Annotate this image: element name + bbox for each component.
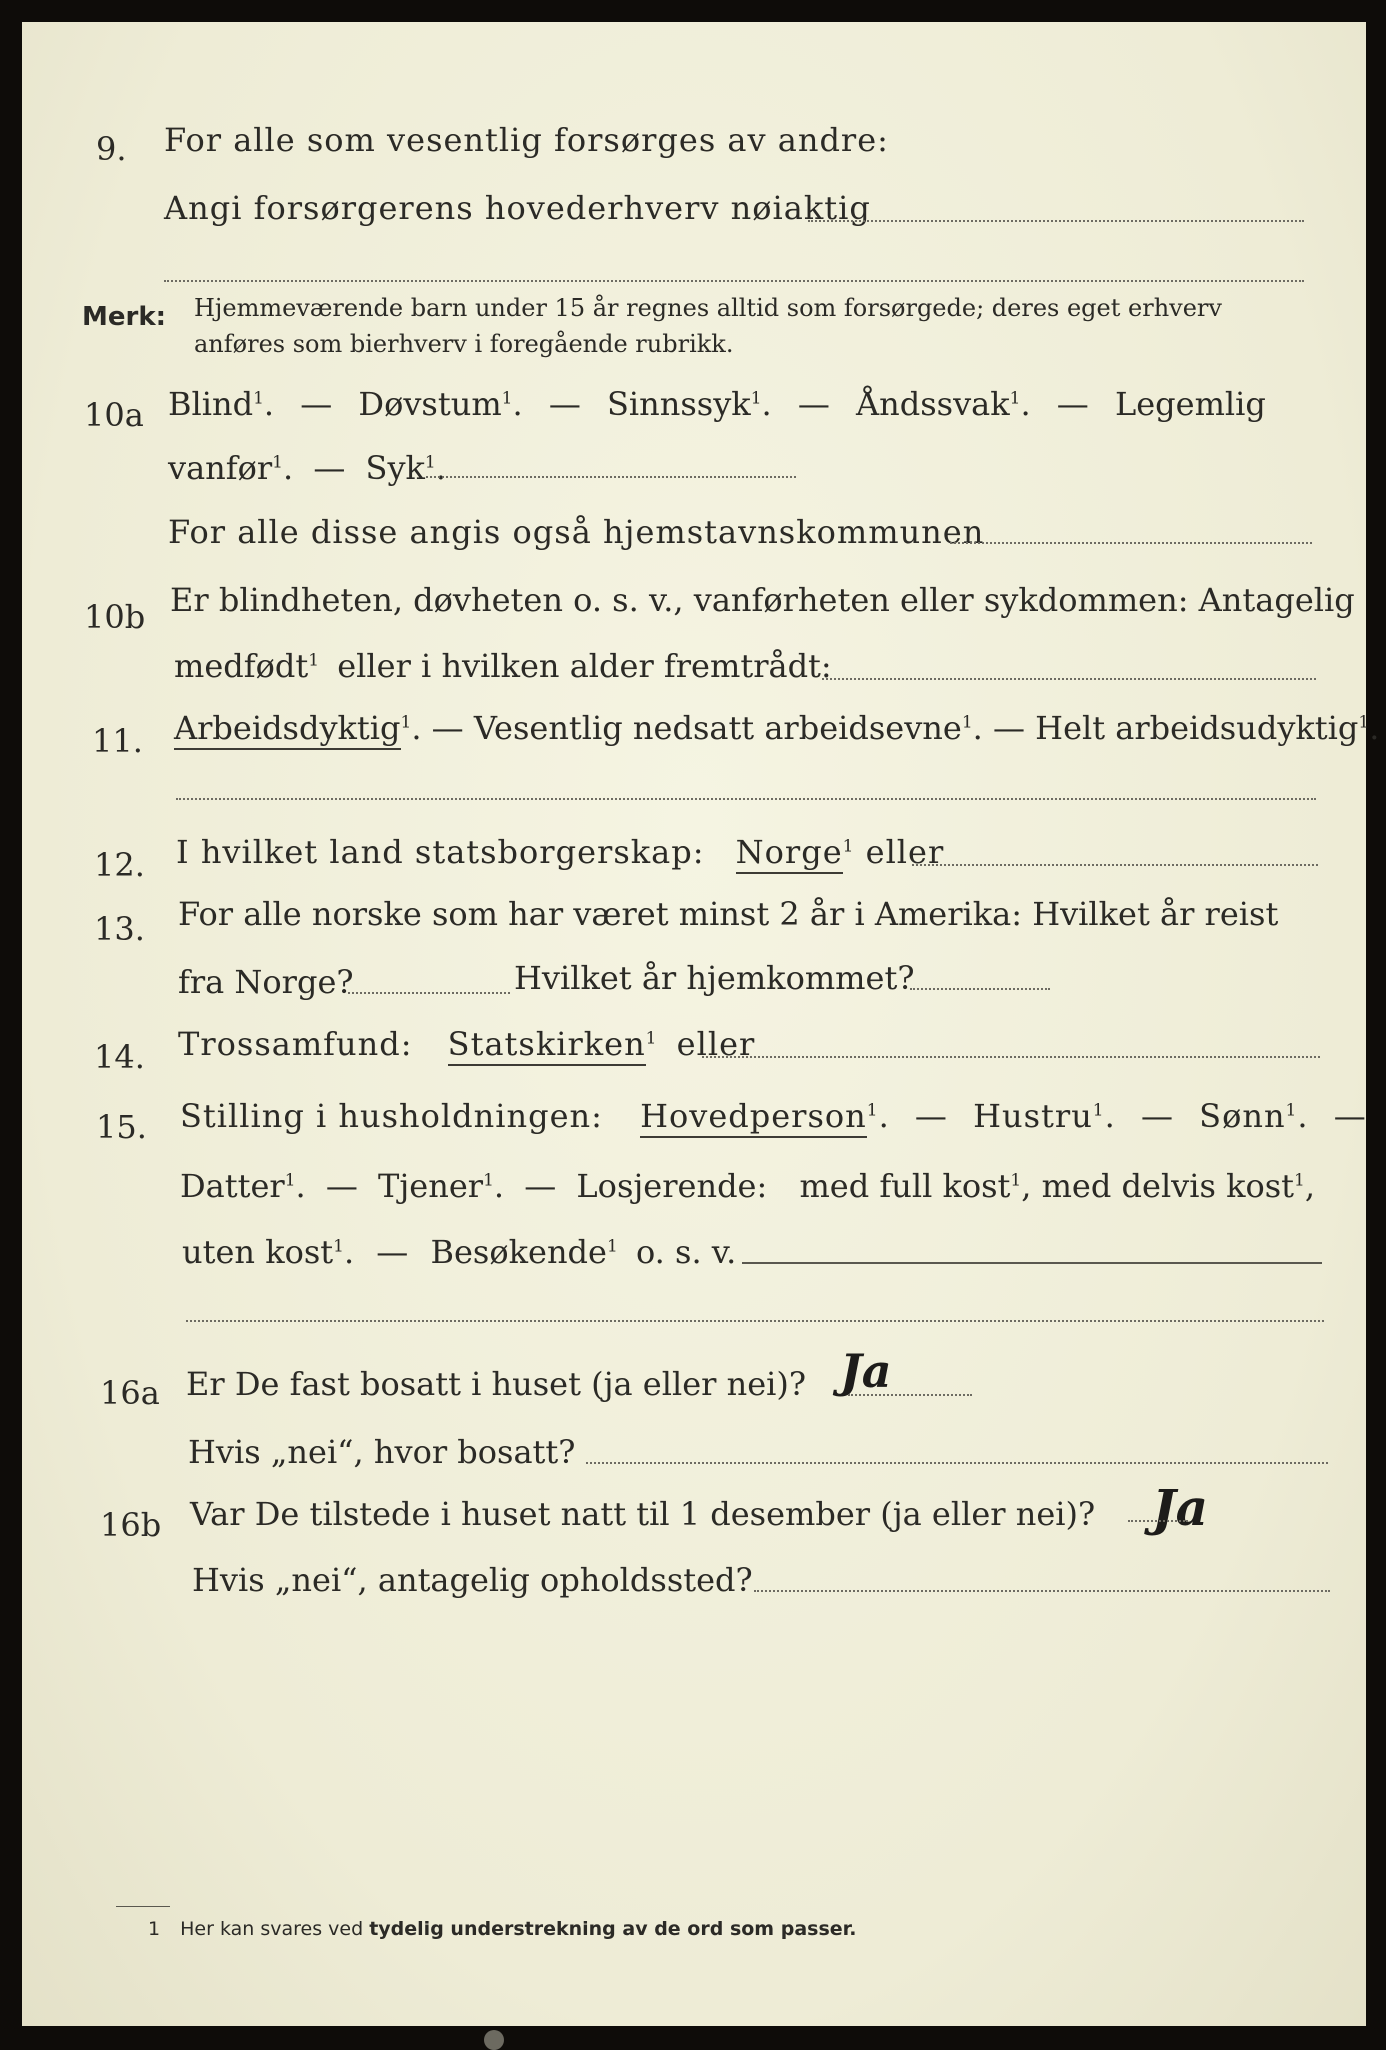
opt-hovedperson[interactable]: Hovedperson bbox=[640, 1097, 867, 1138]
q15-answer-line[interactable] bbox=[742, 1262, 1322, 1264]
q10b-number: 10b bbox=[84, 598, 146, 636]
opt-medfodt[interactable]: medfødt bbox=[174, 647, 309, 685]
q9-line1: For alle som vesentlig forsørges av andre: bbox=[164, 121, 889, 159]
footnote: 1 Her kan svares ved tydelig understrekning av de ord som passer. bbox=[148, 1918, 857, 1940]
opt-sonn[interactable]: Sønn bbox=[1199, 1097, 1286, 1135]
q10b-answer-line[interactable] bbox=[822, 678, 1316, 680]
opt-andssvak[interactable]: Åndssvak bbox=[856, 385, 1010, 423]
merk-line2: anføres som bierhverv i foregående rubrikk. bbox=[194, 330, 734, 358]
opt-syk[interactable]: Syk bbox=[365, 449, 425, 487]
opt-hustru[interactable]: Hustru bbox=[973, 1097, 1093, 1135]
q16b-number: 16b bbox=[100, 1506, 162, 1544]
footnote-rule bbox=[116, 1906, 170, 1907]
q13-reist-line[interactable] bbox=[348, 992, 510, 994]
q16a-line1: Er De fast bosatt i huset (ja eller nei)? bbox=[186, 1365, 807, 1403]
q15-line3: uten kost$^1$. — Besøkende$^1$ o. s. v. bbox=[182, 1233, 737, 1271]
q10b-line1: Er blindheten, døvheten o. s. v., vanførheten eller sykdommen: Antagelig bbox=[170, 581, 1355, 619]
q12-number: 12. bbox=[94, 846, 145, 884]
q15-number: 15. bbox=[96, 1108, 147, 1146]
q14-number: 14. bbox=[94, 1038, 145, 1076]
q9-answer-line[interactable] bbox=[808, 220, 1304, 222]
opt-utenkost[interactable]: uten kost bbox=[182, 1233, 334, 1271]
q9-number: 9. bbox=[96, 130, 127, 168]
opt-legemlig[interactable]: Legemlig bbox=[1114, 385, 1266, 423]
q10a-number: 10a bbox=[84, 396, 144, 434]
q16a-line2: Hvis „nei“, hvor bosatt? bbox=[188, 1433, 576, 1471]
q16a-bosatt-line[interactable] bbox=[586, 1462, 1328, 1464]
binding-hole bbox=[484, 2030, 504, 2050]
opt-vanfor[interactable]: vanfør bbox=[168, 449, 273, 487]
q10a-line3: For alle disse angis også hjemstavnskommunen bbox=[168, 513, 985, 551]
q13-number: 13. bbox=[94, 910, 145, 948]
opt-udyktig[interactable]: Helt arbeidsudyktig bbox=[1035, 709, 1359, 747]
merk-line1: Hjemmeværende barn under 15 år regnes alltid som forsørgede; deres eget erhverv bbox=[194, 294, 1222, 322]
q14-line: Trossamfund: Statskirken$^1$ eller bbox=[178, 1028, 755, 1060]
footnote-marker: 1 bbox=[148, 1918, 161, 1940]
merk-label: Merk: bbox=[82, 302, 167, 332]
opt-blind[interactable]: Blind bbox=[168, 385, 254, 423]
q10a-line1: Blind$^1$. — Døvstum$^1$. — Sinnssyk$^1$. — Åndssvak$^1$. — Legemlig bbox=[168, 385, 1266, 423]
opt-datter[interactable]: Datter bbox=[180, 1167, 285, 1205]
q14-answer-line[interactable] bbox=[702, 1056, 1320, 1058]
census-form-page bbox=[22, 22, 1380, 2026]
opt-sinnssyk[interactable]: Sinnssyk bbox=[607, 385, 751, 423]
q16a-answer[interactable]: Ja bbox=[840, 1344, 892, 1398]
q12-line: I hvilket land statsborgerskap: Norge$^1$ eller bbox=[176, 836, 944, 868]
opt-besokende[interactable]: Besøkende bbox=[430, 1233, 607, 1271]
q13-line2b: Hvilket år hjemkommet? bbox=[514, 959, 915, 997]
opt-dovstum[interactable]: Døvstum bbox=[358, 385, 502, 423]
opt-norge[interactable]: Norge bbox=[736, 833, 843, 874]
q16a-number: 16a bbox=[100, 1374, 160, 1412]
q16b-line2: Hvis „nei“, antagelig opholdssted? bbox=[192, 1561, 753, 1599]
q15-answer-line-2[interactable] bbox=[186, 1320, 1324, 1322]
q10a-line2: vanfør$^1$. — Syk$^1$. bbox=[168, 449, 446, 487]
q15-line2: Datter$^1$. — Tjener$^1$. — Losjerende: med full kost$^1$, med delvis kost$^1$, bbox=[180, 1167, 1316, 1205]
opt-nedsatt[interactable]: Vesentlig nedsatt arbeidsevne bbox=[473, 709, 962, 747]
q13-hjemkommet-line[interactable] bbox=[910, 988, 1050, 990]
q13-line1: For alle norske som har været minst 2 år i Amerika: Hvilket år reist bbox=[178, 895, 1279, 933]
opt-delviskost[interactable]: med delvis kost bbox=[1041, 1167, 1295, 1205]
q9-line2: Angi forsørgerens hovederhverv nøiaktig bbox=[164, 189, 871, 227]
q10a-hjemstavn-line[interactable] bbox=[950, 542, 1312, 544]
q11-number: 11. bbox=[92, 722, 143, 760]
opt-tjener[interactable]: Tjener bbox=[378, 1167, 484, 1205]
opt-statskirken[interactable]: Statskirken bbox=[448, 1025, 646, 1066]
q11-line: Arbeidsdyktig$^1$. — Vesentlig nedsatt arbeidsevne$^1$. — Helt arbeidsudyktig$^1$. bbox=[174, 712, 1379, 744]
q13-line2a: fra Norge? bbox=[178, 963, 354, 1001]
q16b-line1: Var De tilstede i huset natt til 1 desember (ja eller nei)? bbox=[190, 1495, 1096, 1533]
q16b-answer[interactable]: Ja bbox=[1152, 1478, 1209, 1537]
opt-fullkost[interactable]: med full kost bbox=[799, 1167, 1011, 1205]
q15-line1: Stilling i husholdningen: Hovedperson$^1$. — Hustru$^1$. — Sønn$^1$. — bbox=[180, 1100, 1367, 1132]
q16a-answer-line[interactable] bbox=[848, 1394, 972, 1396]
q9-answer-line-2[interactable] bbox=[164, 280, 1304, 282]
q10a-answer-line[interactable] bbox=[426, 476, 796, 478]
q12-answer-line[interactable] bbox=[912, 864, 1318, 866]
q16b-opholdssted-line[interactable] bbox=[754, 1590, 1330, 1592]
opt-arbeidsdyktig[interactable]: Arbeidsdyktig bbox=[174, 709, 401, 750]
q16b-answer-line[interactable] bbox=[1128, 1520, 1188, 1522]
q10b-line2: medfødt$^1$ eller i hvilken alder fremtrådt: bbox=[174, 647, 832, 685]
q11-answer-line[interactable] bbox=[176, 798, 1316, 800]
